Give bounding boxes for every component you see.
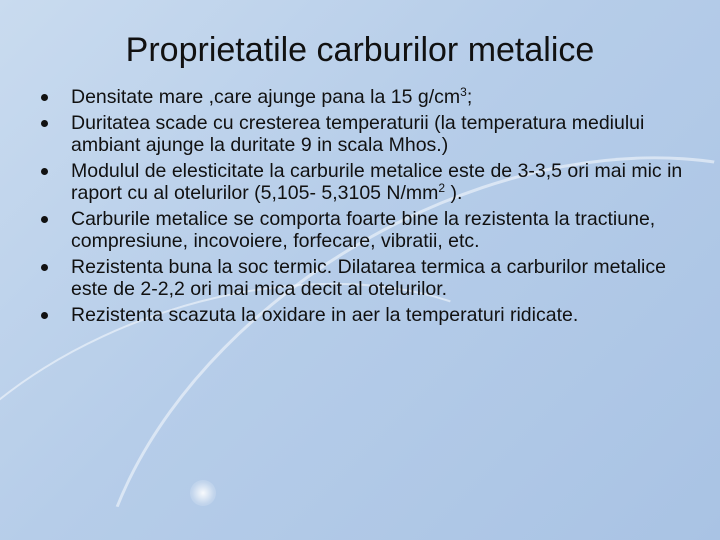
bullet-text-tail: ; — [466, 86, 473, 108]
bullet-text: Carburile metalice se comporta foarte bine la rezistenta la tractiune, compresiune, incovoiere, forfecare, vibratii, etc. — [71, 207, 656, 252]
bullet-item — [40, 160, 690, 205]
bullet-dot-icon — [41, 216, 48, 223]
bullet-item — [40, 304, 690, 327]
slide-title: Proprietatile carburilor metalice — [125, 31, 595, 69]
bullet-item — [40, 256, 690, 301]
bullet-text: Densitate mare ,care ajunge pana la 15 g/cm — [71, 86, 461, 108]
bullet-item — [40, 86, 690, 109]
light-glow — [190, 480, 216, 506]
bullet-dot-icon — [41, 168, 48, 175]
bullet-text: Rezistenta buna la soc termic. Dilatarea termica a carburilor metalice este de 2-2,2 ori mai mica decit al otelurilor. — [71, 255, 666, 300]
bullet-text: Duritatea scade cu cresterea temperaturii (la temperatura mediului ambiant ajunge la duritate 9 in scala Mhos.) — [71, 111, 645, 156]
bullet-text: Rezistenta scazuta la oxidare in aer la temperaturi ridicate. — [71, 303, 579, 326]
bullet-list — [40, 86, 690, 329]
bullet-item — [40, 112, 690, 157]
bullet-item — [40, 208, 690, 253]
superscript: 3 — [460, 85, 467, 99]
bullet-dot-icon — [41, 312, 48, 319]
superscript: 2 — [438, 181, 446, 195]
bullet-text: Modulul de elesticitate la carburile metalice este de 3-3,5 ori mai mic in raport cu al otelurilor (5,105- 5,3105 N/mm — [71, 159, 683, 204]
bullet-dot-icon — [41, 264, 48, 271]
bullet-text-tail: ). — [445, 182, 463, 204]
bullet-dot-icon — [41, 120, 48, 127]
bullet-dot-icon — [41, 94, 48, 101]
